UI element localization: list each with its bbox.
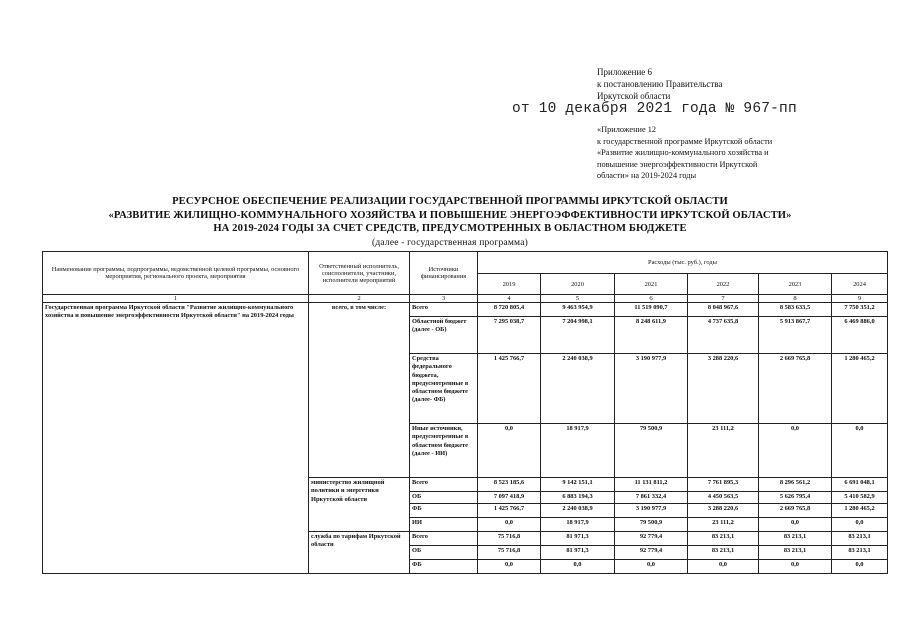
source-cell: ФБ bbox=[410, 504, 478, 518]
value-cell: 1 425 766,7 bbox=[478, 504, 541, 518]
column-number: 3 bbox=[410, 295, 478, 303]
header-executor: Ответственный исполнитель, соисполнители, участники, исполнители мероприятий bbox=[309, 252, 410, 295]
value-cell: 0,0 bbox=[478, 424, 541, 478]
annex-line: к постановлению Правительства bbox=[597, 79, 723, 89]
value-cell: 79 500,9 bbox=[615, 424, 688, 478]
source-cell: ИИ bbox=[410, 518, 478, 532]
annex-stamp bbox=[597, 66, 837, 102]
value-cell: 0,0 bbox=[478, 560, 541, 574]
value-cell: 18 917,9 bbox=[541, 424, 615, 478]
value-cell: 8 720 805,4 bbox=[478, 303, 541, 317]
value-cell: 2 669 765,8 bbox=[759, 354, 832, 424]
source-cell: Областной бюджет (далее - ОБ) bbox=[410, 317, 478, 354]
document-subtitle: (далее - государственная программа) bbox=[371, 238, 528, 248]
value-cell: 5 626 795,4 bbox=[759, 492, 832, 504]
value-cell: 92 779,4 bbox=[615, 532, 688, 546]
value-cell: 75 716,8 bbox=[478, 532, 541, 546]
title-line: «РАЗВИТИЕ ЖИЛИЩНО-КОММУНАЛЬНОГО ХОЗЯЙСТВА И ПОВЫШЕНИЕ ЭНЕРГОЭФФЕКТИВНОСТИ ИРКУТСКОЙ ОБЛАСТИ» bbox=[108, 209, 792, 221]
executor-cell: служба по тарифам Иркутской области bbox=[309, 532, 410, 574]
source-cell: Иные источники, предусмотренные в областном бюджете (далее - ИИ) bbox=[410, 424, 478, 478]
column-number: 7 bbox=[688, 295, 759, 303]
value-cell: 11 519 090,7 bbox=[615, 303, 688, 317]
value-cell: 0,0 bbox=[832, 424, 888, 478]
column-number: 6 bbox=[615, 295, 688, 303]
value-cell: 83 213,1 bbox=[832, 532, 888, 546]
value-cell: 83 213,1 bbox=[688, 546, 759, 560]
value-cell: 0,0 bbox=[832, 560, 888, 574]
annex2-line: к государственной программе Иркутской области bbox=[597, 136, 773, 146]
value-cell: 5 410 582,9 bbox=[832, 492, 888, 504]
executor-cell: министерство жилищной политики и энергетики Иркутской области bbox=[309, 478, 410, 532]
value-cell: 23 111,2 bbox=[688, 424, 759, 478]
value-cell: 9 463 954,9 bbox=[541, 303, 615, 317]
value-cell: 0,0 bbox=[541, 560, 615, 574]
value-cell: 7 097 418,9 bbox=[478, 492, 541, 504]
header-expenses: Расходы (тыс. руб.), годы bbox=[478, 252, 888, 274]
value-cell: 1 280 465,2 bbox=[832, 354, 888, 424]
title-line: НА 2019-2024 ГОДЫ ЗА СЧЕТ СРЕДСТВ, ПРЕДУСМОТРЕННЫХ В ОБЛАСТНОМ БЮДЖЕТЕ bbox=[213, 223, 687, 234]
value-cell: 7 861 332,4 bbox=[615, 492, 688, 504]
value-cell: 11 131 811,2 bbox=[615, 478, 688, 492]
column-number: 8 bbox=[759, 295, 832, 303]
value-cell: 8 248 611,9 bbox=[615, 317, 688, 354]
value-cell: 0,0 bbox=[759, 518, 832, 532]
annex-12-reference bbox=[597, 124, 832, 182]
value-cell: 0,0 bbox=[478, 518, 541, 532]
value-cell: 81 971,3 bbox=[541, 532, 615, 546]
value-cell: 0,0 bbox=[832, 518, 888, 532]
value-cell: 23 111,2 bbox=[688, 518, 759, 532]
value-cell: 3 288 220,6 bbox=[688, 354, 759, 424]
source-cell: Средства федерального бюджета, предусмотренные в областном бюджете (далее- ФБ) bbox=[410, 354, 478, 424]
header-year: 2019 bbox=[478, 274, 541, 295]
column-number: 5 bbox=[541, 295, 615, 303]
source-cell: ОБ bbox=[410, 492, 478, 504]
value-cell: 0,0 bbox=[759, 560, 832, 574]
column-number: 1 bbox=[43, 295, 309, 303]
table-row bbox=[43, 303, 888, 317]
value-cell: 7 761 895,3 bbox=[688, 478, 759, 492]
source-cell: Всего bbox=[410, 478, 478, 492]
source-cell: ФБ bbox=[410, 560, 478, 574]
executor-cell: всего, в том числе: bbox=[309, 303, 410, 478]
value-cell: 83 213,1 bbox=[832, 546, 888, 560]
value-cell: 75 716,8 bbox=[478, 546, 541, 560]
value-cell: 0,0 bbox=[688, 560, 759, 574]
value-cell: 8 296 561,2 bbox=[759, 478, 832, 492]
value-cell: 83 213,1 bbox=[759, 532, 832, 546]
annex2-line: «Приложение 12 bbox=[597, 125, 657, 134]
value-cell: 8 583 633,5 bbox=[759, 303, 832, 317]
value-cell: 6 883 194,3 bbox=[541, 492, 615, 504]
value-cell: 18 917,9 bbox=[541, 518, 615, 532]
column-number: 4 bbox=[478, 295, 541, 303]
header-year: 2021 bbox=[615, 274, 688, 295]
annex2-line: области» на 2019-2024 годы bbox=[597, 171, 697, 181]
value-cell: 6 469 886,0 bbox=[832, 317, 888, 354]
value-cell: 2 240 038,9 bbox=[541, 504, 615, 518]
annex-line: Приложение 6 bbox=[597, 67, 653, 77]
value-cell: 7 204 998,1 bbox=[541, 317, 615, 354]
source-cell: Всего bbox=[410, 303, 478, 317]
value-cell: 83 213,1 bbox=[759, 546, 832, 560]
column-number: 9 bbox=[832, 295, 888, 303]
column-number: 2 bbox=[309, 295, 410, 303]
value-cell: 2 669 765,8 bbox=[759, 504, 832, 518]
value-cell: 7 750 351,2 bbox=[832, 303, 888, 317]
header-name: Наименование программы, подпрограммы, ведомственной целевой программы, основного мероприятия, регионального проекта, мероприятия bbox=[43, 252, 309, 295]
header-year: 2020 bbox=[541, 274, 615, 295]
header-source: Источники финансирования bbox=[410, 252, 478, 295]
value-cell: 6 691 048,1 bbox=[832, 478, 888, 492]
value-cell: 3 190 977,9 bbox=[615, 354, 688, 424]
decree-date-stamp: от 10 декабря 2021 года № 967-пп bbox=[512, 101, 797, 117]
value-cell: 8 048 967,6 bbox=[688, 303, 759, 317]
value-cell: 1 425 766,7 bbox=[478, 354, 541, 424]
source-cell: ОБ bbox=[410, 546, 478, 560]
source-cell: Всего bbox=[410, 532, 478, 546]
header-year: 2022 bbox=[688, 274, 759, 295]
header-year: 2024 bbox=[832, 274, 888, 295]
value-cell: 92 779,4 bbox=[615, 546, 688, 560]
value-cell: 79 500,9 bbox=[615, 518, 688, 532]
resource-table bbox=[42, 251, 888, 574]
program-name: Государственная программа Иркутской области "Развитие жилищно-коммунального хозяйства и повышение энергоэффективности Иркутской области" на 2019-2024 годы bbox=[43, 303, 309, 574]
annex2-line: «Развитие жилищно-коммунального хозяйства и bbox=[597, 148, 769, 158]
value-cell: 7 295 038,7 bbox=[478, 317, 541, 354]
value-cell: 0,0 bbox=[759, 424, 832, 478]
value-cell: 5 913 867,7 bbox=[759, 317, 832, 354]
title-line: РЕСУРСНОЕ ОБЕСПЕЧЕНИЕ РЕАЛИЗАЦИИ ГОСУДАРСТВЕННОЙ ПРОГРАММЫ ИРКУТСКОЙ ОБЛАСТИ bbox=[172, 196, 728, 207]
value-cell: 4 737 635,8 bbox=[688, 317, 759, 354]
value-cell: 9 142 151,1 bbox=[541, 478, 615, 492]
value-cell: 3 288 220,6 bbox=[688, 504, 759, 518]
value-cell: 8 523 185,6 bbox=[478, 478, 541, 492]
header-year: 2023 bbox=[759, 274, 832, 295]
value-cell: 3 190 977,9 bbox=[615, 504, 688, 518]
value-cell: 4 450 563,5 bbox=[688, 492, 759, 504]
document-title bbox=[40, 195, 860, 236]
annex2-line: повышение энергоэффективности Иркутской bbox=[597, 159, 758, 169]
value-cell: 1 280 465,2 bbox=[832, 504, 888, 518]
annex-line: Иркутской области bbox=[597, 91, 671, 101]
value-cell: 83 213,1 bbox=[688, 532, 759, 546]
value-cell: 2 240 038,9 bbox=[541, 354, 615, 424]
value-cell: 0,0 bbox=[615, 560, 688, 574]
value-cell: 81 971,3 bbox=[541, 546, 615, 560]
